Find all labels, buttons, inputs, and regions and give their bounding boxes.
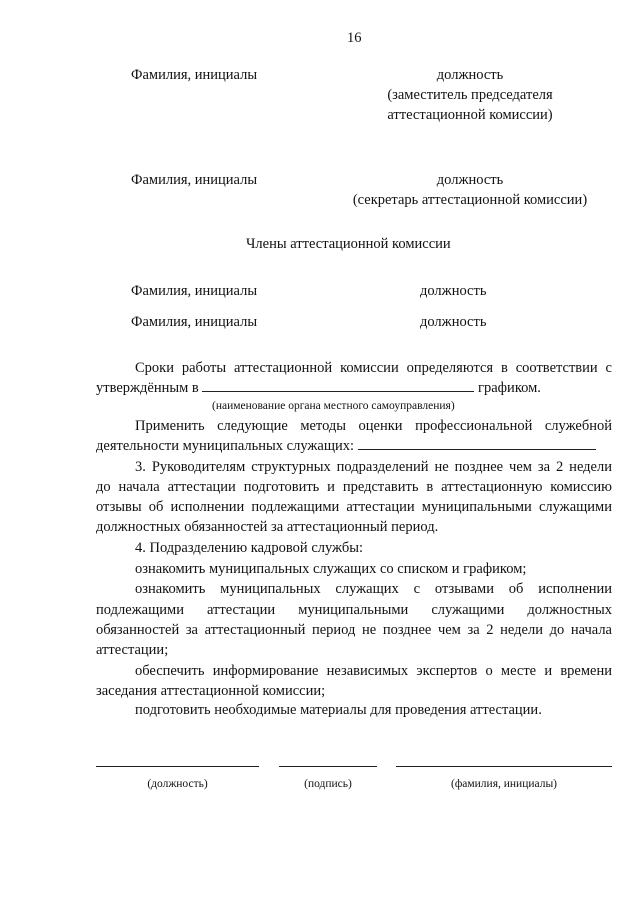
paragraph-line: обеспечить информирование независимых экспертов о месте и времени: [135, 663, 612, 679]
member-name: Фамилия, инициалы: [131, 314, 258, 330]
signature-line-position: [96, 766, 259, 767]
authority-blank: [202, 378, 474, 392]
member-position: должность: [420, 314, 487, 330]
paragraph-line: 3. Руководителям структурных подразделений не позднее чем за 2 недели: [135, 459, 612, 475]
signature-caption-name: (фамилия, инициалы): [450, 778, 558, 790]
section-heading: 4. Подразделению кадровой службы:: [135, 540, 364, 556]
member-position: должность: [420, 283, 487, 299]
paragraph-line: Сроки работы аттестационной комиссии определяются в соответствии с: [135, 360, 612, 376]
paragraph-line: должностных обязанностей за аттестационный период.: [96, 519, 439, 535]
paragraph-line: до начала аттестации подготовить и представить в аттестационную комиссию: [96, 479, 612, 495]
list-item: подготовить необходимые материалы для проведения аттестации.: [135, 702, 542, 718]
page-number: 16: [347, 30, 362, 46]
paragraph-line: отзывы об исполнении подлежащими аттестации муниципальными служащими: [96, 499, 612, 515]
signatory-name: Фамилия, инициалы: [131, 172, 258, 188]
signature-line-signature: [279, 766, 377, 767]
paragraph-line: заседания аттестационной комиссии;: [96, 683, 326, 699]
field-caption: (наименование органа местного самоуправления): [212, 400, 455, 412]
signature-line-name: [396, 766, 612, 767]
list-item: ознакомить муниципальных служащих со списком и графиком;: [135, 561, 527, 577]
paragraph-line: обязанностей за аттестационный период не позднее чем за 2 недели до начала: [96, 622, 612, 638]
paragraph-line: утверждённым в графиком.: [96, 380, 541, 396]
paragraph-line: ознакомить муниципальных служащих с отзывами об исполнении: [135, 581, 612, 597]
paragraph-line: деятельности муниципальных служащих:: [96, 436, 596, 456]
signature-caption-position: (должность): [147, 778, 208, 790]
signatory-position: должность (секретарь аттестационной комиссии): [352, 172, 588, 208]
member-name: Фамилия, инициалы: [131, 283, 258, 299]
paragraph-line: аттестации;: [96, 642, 169, 658]
signatory-position: должность (заместитель председателя аттестационной комиссии): [387, 67, 553, 123]
methods-blank: [358, 436, 596, 450]
members-heading: Члены аттестационной комиссии: [246, 236, 451, 252]
signature-caption-signature: (подпись): [304, 778, 352, 790]
paragraph-line: подлежащими аттестации муниципальными служащими должностных: [96, 602, 612, 618]
signatory-name: Фамилия, инициалы: [131, 67, 258, 83]
paragraph-line: Применить следующие методы оценки профессиональной служебной: [135, 418, 612, 434]
